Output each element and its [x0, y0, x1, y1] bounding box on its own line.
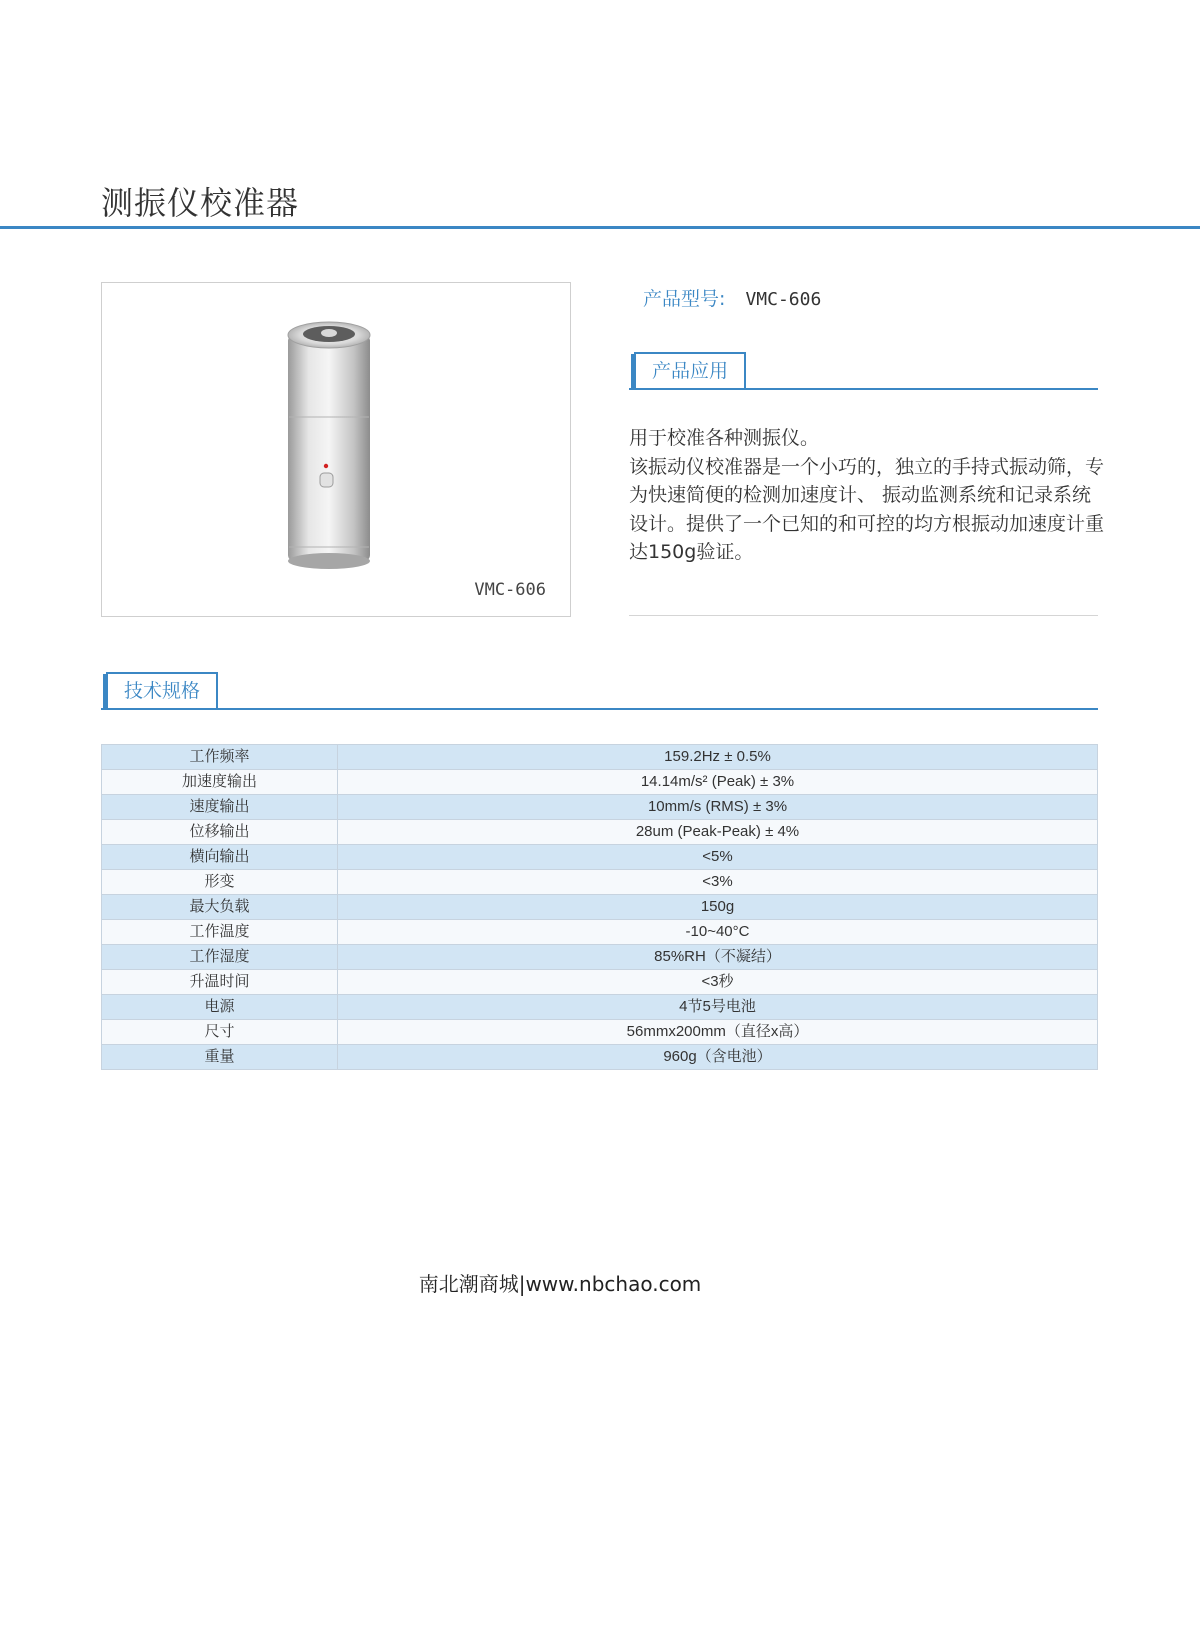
product-photo-frame [101, 282, 571, 617]
specs-table [101, 744, 1098, 1070]
application-paragraph-1: 用于校准各种测振仪。 [629, 427, 820, 449]
table-row [102, 970, 1098, 995]
application-header-rule [629, 388, 1098, 390]
spec-value-cell: <3秒 [338, 970, 1098, 995]
specs-header-tab: 技术规格 [106, 672, 218, 708]
table-row [102, 845, 1098, 870]
table-row [102, 1020, 1098, 1045]
application-text [629, 424, 1109, 567]
spec-name-cell: 工作湿度 [102, 945, 338, 970]
page-title: 测振仪校准器 [101, 184, 300, 222]
spec-value-cell: 10mm/s (RMS) ± 3% [338, 795, 1098, 820]
spec-value-cell: 85%RH（不凝结） [338, 945, 1098, 970]
table-row [102, 945, 1098, 970]
spec-value-cell: 56mmx200mm（直径x高） [338, 1020, 1098, 1045]
table-row [102, 820, 1098, 845]
spec-name-cell: 速度输出 [102, 795, 338, 820]
table-row [102, 1045, 1098, 1070]
spec-name-cell: 尺寸 [102, 1020, 338, 1045]
application-header-tab: 产品应用 [634, 352, 746, 388]
specs-header-rule [101, 708, 1098, 710]
spec-name-cell: 位移输出 [102, 820, 338, 845]
application-section-header [629, 352, 1098, 390]
spec-value-cell: <5% [338, 845, 1098, 870]
spec-name-cell: 横向输出 [102, 845, 338, 870]
table-row [102, 770, 1098, 795]
spec-value-cell: 14.14m/s² (Peak) ± 3% [338, 770, 1098, 795]
application-bottom-rule [629, 615, 1098, 616]
spec-value-cell: 150g [338, 895, 1098, 920]
spec-name-cell: 最大负载 [102, 895, 338, 920]
spec-value-cell: 159.2Hz ± 0.5% [338, 745, 1098, 770]
spec-value-cell: 960g（含电池） [338, 1045, 1098, 1070]
application-paragraph-2: 该振动仪校准器是一个小巧的，独立的手持式振动筛，专为快速简便的检测加速度计、 振动监测系统和记录系统设计。提供了一个已知的和可控的均方根振动加速度计重达150g验证。 [629, 455, 1105, 563]
model-label: 产品型号: [643, 288, 726, 310]
model-value: VMC-606 [745, 289, 822, 310]
model-row [643, 284, 821, 311]
spec-name-cell: 加速度输出 [102, 770, 338, 795]
spec-name-cell: 工作温度 [102, 920, 338, 945]
table-row [102, 795, 1098, 820]
table-row [102, 995, 1098, 1020]
spec-value-cell: <3% [338, 870, 1098, 895]
photo-caption: VMC-606 [474, 580, 546, 600]
title-divider [0, 226, 1200, 229]
spec-name-cell: 工作频率 [102, 745, 338, 770]
spec-name-cell: 电源 [102, 995, 338, 1020]
footer-text: 南北潮商城|www.nbchao.com [418, 1272, 702, 1296]
table-row [102, 745, 1098, 770]
spec-name-cell: 升温时间 [102, 970, 338, 995]
specs-section-header [101, 672, 1098, 710]
spec-value-cell: -10~40°C [338, 920, 1098, 945]
table-row [102, 870, 1098, 895]
spec-value-cell: 28um (Peak-Peak) ± 4% [338, 820, 1098, 845]
table-row [102, 895, 1098, 920]
calibrator-device-image [286, 321, 372, 571]
spec-name-cell: 重量 [102, 1045, 338, 1070]
table-row [102, 920, 1098, 945]
spec-name-cell: 形变 [102, 870, 338, 895]
spec-value-cell: 4节5号电池 [338, 995, 1098, 1020]
